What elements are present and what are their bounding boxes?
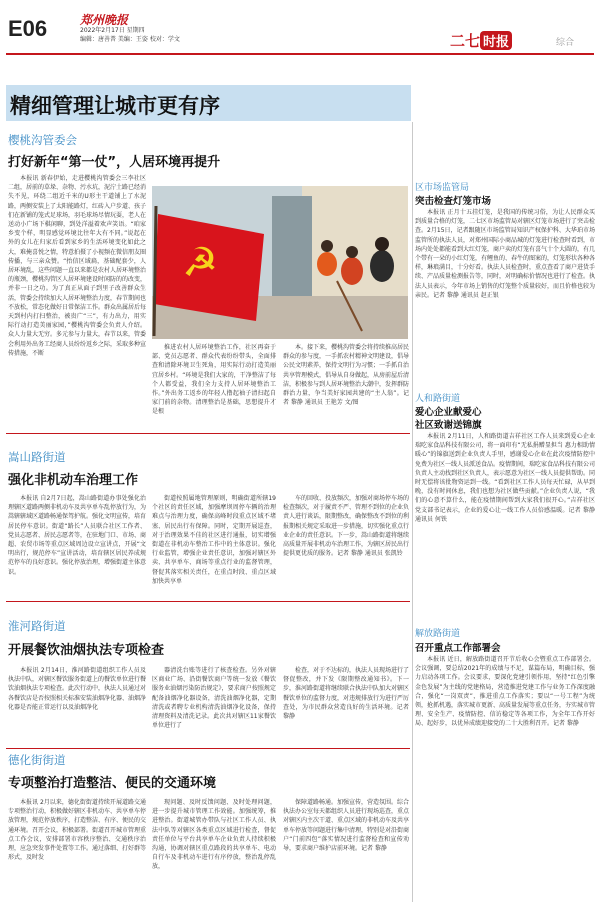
issue-date: 2022年2月17日 星期四	[80, 27, 145, 34]
article4-body-col2: 现问题、及时反馈问题、及时处理问题，进一步提升城市管理工作效能。加强统筹，推进整治。街道城管办带队与社区工作人员、执法中队等对辖区各类重点区域进行检查，督促责任单位与平台共享单车企业负责人持续积极沟通，协调对辖区重点路段的共享单车、电动自行车及非机动车进行有序停放，整治乱停乱放，	[152, 799, 276, 871]
paper-logo: 郑州晚报	[80, 13, 129, 27]
article4-body-col3: 保障道路畅通。加强宣传，营造氛围。综合执法办公室每天都组织人员进行现场巡查，重点对辖区内主次干道、重点区域的非机动车及共享单车停放等问题进行集中清理，特别是对沿街商户“门前四包”落实情况进行监督检查和宣传劝导，要求商户维护店前环境。记者 黎静	[283, 799, 409, 853]
column-divider	[412, 122, 413, 902]
article2-body-col1: 本报讯 自2月7日起，嵩山路街道办事处强化治理辖区道路两侧非机动车及共享单车乱停放行为，为嵩辖辖域区道路畅通保驾护航。强化文明宣传，培育居民停车意识。街道“路长”人员联合社区工作者、党员志愿者、居民志愿者等，在驻地门口、市场、商超、农贸市场等重点区域周边设立宣讲点，开展“文明出行，规范停车”宣讲活动，培育辖区居民养成规范停车的良好意识。强化停放治理，增强街道主体意识。	[8, 495, 146, 576]
right2-title: 爱心企业献爱心	[415, 407, 482, 418]
article3-kicker: 淮河路街道	[8, 619, 66, 633]
article2-title: 强化非机动车治理工作	[8, 473, 139, 488]
article1-body-col1: 本报讯 新春伊始，走进樱桃沟管委会三李社区二组，居前的草垛、杂物、污水坑，泥泞土路已经消失不见，环绕二组近千米的U形主干道铺上了水泥路，两侧安装上了太阳能路灯，红砖入户步道、孩子们在新铺的笼式足球场，羽毛球场尽情玩耍，老人在送动小广场下棋闲聊，到处洋溢着欢声笑语。“咱家乡变个样，明显感觉环境比往年大有不同。”说起在外的女儿在归家后看到家乡的生活环境变化如此之大，难掩喜悦之情，特意拍摄了小视频在微信朋友圈传播，与三亲众赞。“抬信区域扁，基础配套少，人居环境乱，这些问题一直以来都是农村人居环境整治的瓶颈，樱桃沟管区人居环境建设时闲防的的改变，并非一日之功。为了真正从面子到里子改善群众生活，管委会持续加大人居环境整治力度，春节期间也不放松，常态化做好日常保洁工作。群众出属居后每天到村内打扫整治，被贵广“三”，有力出力，用实际行动打造美丽家园，”樱桃沟管委会负责人介绍。众人力量大无穷。多元参与力量大，春节以来，管委会利用外出务工经商人员纷纷返乡之际，采取多种宣传措施，不断	[8, 175, 146, 357]
article4-kicker: 德化街街道	[8, 753, 66, 767]
article-divider	[6, 748, 410, 749]
article1-body-col2: 推进农村人居环境整治工作，社区再奋于部、党员志愿者、群众代表纷纷带头，全面排查和清除环境卫生死角，用实际行动打造美丽宜居乡村。“环境是我们大家的，干净整洁了每个人都受益，我们全力支持人居环境整治工作。”外出务工返乡的年轻人撸起袖子清扫起自家门前的杂物。清理整治是基础，思想提升才是根	[152, 344, 276, 416]
article-divider	[6, 601, 410, 602]
article-divider	[6, 433, 410, 434]
article1-body-col3: 本。接下来，樱桃沟管委会将持续推高居民群众的参与度，一手抓农村精神文明建设，倡导公民文明素养，保持文明行为习惯；一手抓自治共享管理模式，倡导从自身做起，从房前屋后清洁，积极参与到人居环境整治大潮中，发挥群防群治力量，争当美好家园共建的“主人翁”。记者 黎静 通讯员 王艳芳 文/图	[283, 344, 409, 407]
article1-title: 打好新年“第一仗”，人居环境再提升	[8, 155, 221, 170]
page-header	[0, 0, 600, 57]
article2-body-col2: 街道按照属地管理原则，明确街道所辖19个社区的责任区域，加强摩坝周停车辆的治理难点与治理力度，确保高峰时段重点区域不堵塞、居民出行有保障。同时，定期开展巡查，对于治理效果不佳的社区进行通报，切实增强街道在非机动车整治工作中的主体意识。强化行业监管，增强企业责任意识，加强对辖区外卖、共享单车、商场等重点行业的监督管理，督促其落实相关责任，在重点时段、重点区域加快共享单	[152, 495, 276, 585]
article4-title: 专项整治打造整洁、便民的交通环境	[8, 776, 217, 791]
right1-kicker: 区市场监管局	[415, 183, 470, 193]
editor-credits: 编辑：唐善普 美编：王姿 校对：学文	[80, 36, 180, 43]
right1-title: 突击检查灯笼市场	[415, 196, 492, 207]
main-headline: 精细管理让城市更有序	[10, 94, 220, 118]
article1-kicker: 樱桃沟管委会	[8, 133, 77, 147]
article3-title: 开展餐饮油烟执法专项检查	[8, 643, 165, 658]
page-number: E06	[8, 16, 48, 41]
main-headline-banner	[6, 85, 411, 121]
section-name: 综合	[556, 38, 575, 48]
photo-illustration	[152, 186, 408, 339]
article4-body-col1: 本报讯 2月以来，德化街街道持续开展道路交通专项整治行动，积极做好辖区非机动车、共享单车停放管理，规范停放秩序，打造整洁、有序、便民的交通环境。召开会议，积极部署。街道召开城市管理重点工作会议，安排部署市容秩序整治、交通秩序治理，应急突发事件处置等工作。通过落细、打好群等形式，及时发	[8, 799, 146, 862]
article3-body-col1: 本报讯 2月14日，淮河路街道组织工作人员及执法中队，对辖区餐饮服务街道上的餐饮单位进行餐饮油烟执法专项检查。此次行动中，执法人员通过对各餐饮店是否按照相关标准安装油烟净化器、油烟净化器是否能正常运行以及油烟净化	[8, 667, 146, 711]
article3-body-col2: 器清洗台账等进行了核查检查。另外对辖区商业广场、沿街餐饮商户等统一发放《餐饮服务业油烟污染防治规定》，要求商户按照规定配备油烟净化器设备，清洗油烟净化器，定期清洗或者聘专业机构清洗油烟净化设备，保持清理资料及清洗记录。此次共对辖区11家餐饮单位进行了	[152, 667, 276, 730]
article3-body-col3: 检查，对于不达标的，执法人员现场进行了督促整改，并下发《限期整改通知书》。下一步，淮河路街道将继续联合执法中队加大对辖区餐饮单位的监督力度，对违规排放行为进行严厉查处，为市民群众营造良好的生活环境。记者 黎静	[283, 667, 409, 721]
brand-text: 二七	[450, 32, 481, 50]
right3-body: 本报讯 近日，解放路街道召开节后收心会暨重点工作部署会。会议强调，要总结2021年的成绩与不足，谋篇布局，明确目标，强力启动各项工作。会议要求，要深化党建引领作用，坚持“红色引擎 金色发展”为主线的党建格局，营造推进党建工作与业务工作深度融合，强化“一岗双责”，推进重点工作落实；要以“一号工程”为统领，抢抓机遇，落实城市更新、高质量发展等重点任务，夯实城市管理、安全生产、疫情防控、信访稳定等各项工作，为全年工作开好局、起好步，以优异成绩迎接党的二十大胜利召开。记者 黎静	[415, 656, 595, 728]
article2-body-col3: 车的回收、投放频次，加强对商场停车场的检查频次，对于履责不严、管理不到位的企业负责人进行谈话，限期整改，确保整改不到位的利报期相关规定采取进一步措施，切实强化重点行业企业的责任意识。下一步，嵩山路街道将继续高质量开展非机动车治理工作，为辖区居民出行提供更优质的服务。记者 黎静 通讯员 张凯铃	[283, 495, 409, 558]
right1-body: 本报讯 正月十五挂灯笼，是我国的传统习俗，为让人民群众买到质量合格的灯笼，二七区市场监管局对辖区灯笼市场进行了突击检查。2月15日，记者跟随区市场监管局知识产权保护科、大华珀市场监管所的执法人员，对郑州国际小商品城的灯笼进行检查时看到，市场内处处都能看到大红灯笼，商户卖的灯笼有喜气十个大圆的，有几个带有一朵的小红灯笼，有鲤鱼的、春牛的图案的，灯笼形状各种各样，琳琅满目，十分好看。执法人员检查时，重点查看了商户进货手续、产品质量检测报告等，同时，对明确标价情况也进行了检查。执法人员表示，今年市场上销售的灯笼整个质量较好，而且价格也较为亲民。记者 黎静 通讯员 赵正银	[415, 209, 595, 299]
header-rule	[6, 53, 594, 55]
right2-body: 本报讯 2月11日，人和路街道吉祥社区工作人员来到爱心企业瑞吃家食品科技有限公司，将一面印有“无私捐赠显担当 惠力相助情暖心”的锦旗送到企业负责人手里，感谢爱心企业在此次疫情防控中免费为社区一线人员派送食品。疫情期间，瑞吃家食品科技有限公司负责人主动找到社区负责人，表示愿意为社区一线人员提供帮助。同时无偿将该批物资运到一线。“看到社区工作人员每天忙碌，从早到晚，没有时间休息，我们也想为社区做些贡献。”企业负责人说，“我们的心意不算什么，能在疫情期间帮到大家我们很开心。”吉祥社区党支部书记表示，企业的爱心让一线工作人员倍感温暖。记者 黎静 通讯员 何铁	[415, 433, 595, 523]
brand-badge: 时报	[480, 31, 512, 50]
article2-kicker: 嵩山路街道	[8, 450, 66, 464]
right2-title-line2: 社区致谢送锦旗	[415, 420, 482, 431]
section-brand	[450, 30, 512, 51]
right2-kicker: 人和路街道	[415, 394, 461, 404]
svg-text:☭: ☭	[182, 240, 218, 286]
article1-photo	[152, 186, 408, 339]
right3-title: 召开重点工作部署会	[415, 643, 501, 654]
right3-kicker: 解放路街道	[415, 629, 461, 639]
date-line	[80, 26, 240, 44]
